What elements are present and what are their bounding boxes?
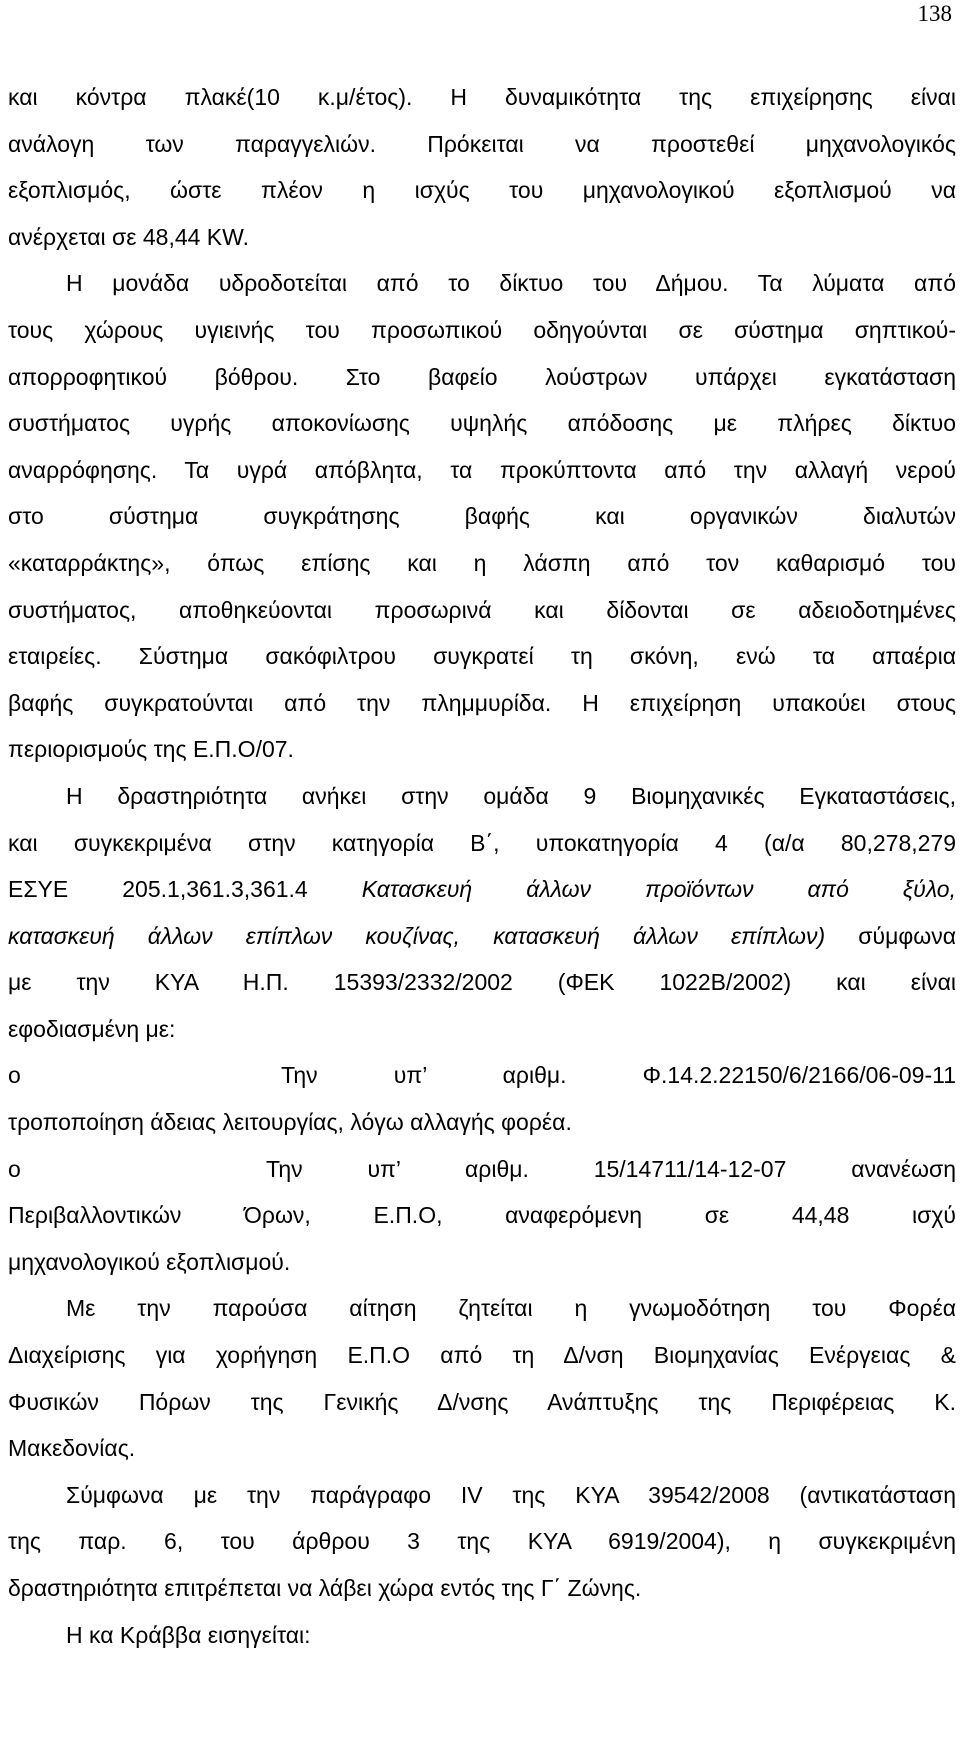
text-line: εξοπλισμός, ώστε πλέον η ισχύς του μηχανολογικού εξοπλισμού να: [8, 177, 956, 204]
text-line: ανέρχεται σε 48,44 KW.: [8, 223, 249, 250]
text-line: [8, 913, 956, 960]
bullet-row: [8, 1146, 956, 1193]
text-line: απορροφητικού βόθρου. Στο βαφείο λούστρων υπάρχει εγκατάσταση: [8, 363, 956, 390]
text-line: «καταρράκτης», όπως επίσης και η λάσπη από τον καθαρισμό του: [8, 549, 956, 576]
text-line: Η μονάδα υδροδοτείται από το δίκτυο του Δήμου. Τα λύματα από: [66, 270, 956, 297]
paragraph-water-waste: [8, 260, 956, 773]
text-line: αναρρόφησης. Τα υγρά απόβλητα, τα προκύπτοντα από την αλλαγή νερού: [8, 456, 956, 483]
text-line: δραστηριότητα επιτρέπεται να λάβει χώρα εντός της Γ΄ Ζώνης.: [8, 1575, 642, 1601]
paragraph-classification: [8, 773, 956, 1053]
text-line: στο σύστημα συγκράτησης βαφής και οργανικών διαλυτών: [8, 503, 956, 530]
text-line: Με την παρούσα αίτηση ζητείται η γνωμοδότηση του Φορέα: [66, 1295, 956, 1322]
bullet-continuation: Περιβαλλοντικών Όρων, Ε.Π.Ο, αναφερόμενη σε 44,48 ισχύ: [8, 1202, 956, 1229]
text-line: και συγκεκριμένα στην κατηγορία Β΄, υποκατηγορία 4 (α/α 80,278,279: [8, 829, 956, 856]
bullet-text: Την υπ’ αριθμ. Φ.14.2.22150/6/2166/06-09-11: [281, 1062, 956, 1089]
text-line: Μακεδονίας.: [8, 1435, 136, 1462]
list-item: [8, 1052, 956, 1145]
text-run-italic: κατασκευή άλλων επίπλων κουζίνας, κατασκευή άλλων επίπλων): [8, 922, 826, 949]
text-line: περιορισμούς της Ε.Π.Ο/07.: [8, 736, 294, 763]
bullet-continuation: μηχανολογικού εξοπλισμού.: [8, 1248, 291, 1275]
paragraph-rapporteur: [8, 1612, 956, 1659]
text-line: βαφής συγκρατούνται από την πλημμυρίδα. Η επιχείρηση υπακούει στους: [8, 689, 956, 716]
text-line: Διαχείρισης για χορήγηση Ε.Π.Ο από τη Δ/νση Βιομηχανίας Ενέργειας &: [8, 1342, 956, 1369]
text-line: με την ΚΥΑ Η.Π. 15393/2332/2002 (ΦΕΚ 1022Β/2002) και είναι: [8, 969, 956, 996]
paragraph-zone: [8, 1472, 956, 1612]
paragraph-request: [8, 1285, 956, 1471]
text-line: και κόντρα πλακέ(10 κ.μ/έτος). Η δυναμικότητα της επιχείρησης είναι: [8, 84, 956, 110]
list-item: [8, 1146, 956, 1286]
text-line: Σύμφωνα με την παράγραφο IV της ΚΥΑ 39542/2008 (αντικατάσταση: [66, 1481, 956, 1508]
bullet-text: Την υπ’ αριθμ. 15/14711/14-12-07 ανανέωση: [266, 1155, 956, 1182]
text-line: εταιρείες. Σύστημα σακόφιλτρου συγκρατεί τη σκόνη, ενώ τα απαέρια: [8, 643, 956, 670]
paragraph-capacity: [8, 74, 956, 260]
bullet-marker: o: [8, 1062, 21, 1089]
text-line: ανάλογη των παραγγελιών. Πρόκειται να προστεθεί μηχανολογικός: [8, 130, 956, 157]
text-run: σύμφωνα: [825, 922, 956, 949]
bullet-marker: o: [8, 1155, 21, 1182]
text-run-italic: Κατασκευή άλλων προϊόντων από ξύλο,: [361, 876, 956, 903]
text-run: ΕΣΥΕ 205.1,361.3,361.4: [8, 876, 362, 903]
text-line: Η κα Κράββα εισηγείται:: [66, 1621, 311, 1648]
text-line: Η δραστηριότητα ανήκει στην ομάδα 9 Βιομηχανικές Εγκαταστάσεις,: [66, 782, 956, 809]
text-line: συστήματος υγρής αποκονίωσης υψηλής απόδοσης με πλήρες δίκτυο: [8, 410, 956, 437]
text-line: εφοδιασμένη με:: [8, 1015, 176, 1042]
bullet-row: [8, 1052, 956, 1099]
bullet-continuation: τροποποίηση άδειας λειτουργίας, λόγω αλλαγής φορέα.: [8, 1109, 572, 1136]
text-line: της παρ. 6, του άρθρου 3 της ΚΥΑ 6919/2004), η συγκεκριμένη: [8, 1528, 956, 1555]
bullet-list: [8, 1052, 956, 1285]
text-line: [8, 866, 956, 913]
text-line: συστήματος, αποθηκεύονται προσωρινά και δίδονται σε αδειοδοτημένες: [8, 596, 956, 623]
document-body: [8, 74, 956, 1658]
page-number: 138: [917, 1, 952, 26]
text-line: τους χώρους υγιεινής του προσωπικού οδηγούνται σε σύστημα σηπτικού-: [8, 316, 956, 343]
text-line: Φυσικών Πόρων της Γενικής Δ/νσης Ανάπτυξης της Περιφέρειας Κ.: [8, 1388, 956, 1415]
